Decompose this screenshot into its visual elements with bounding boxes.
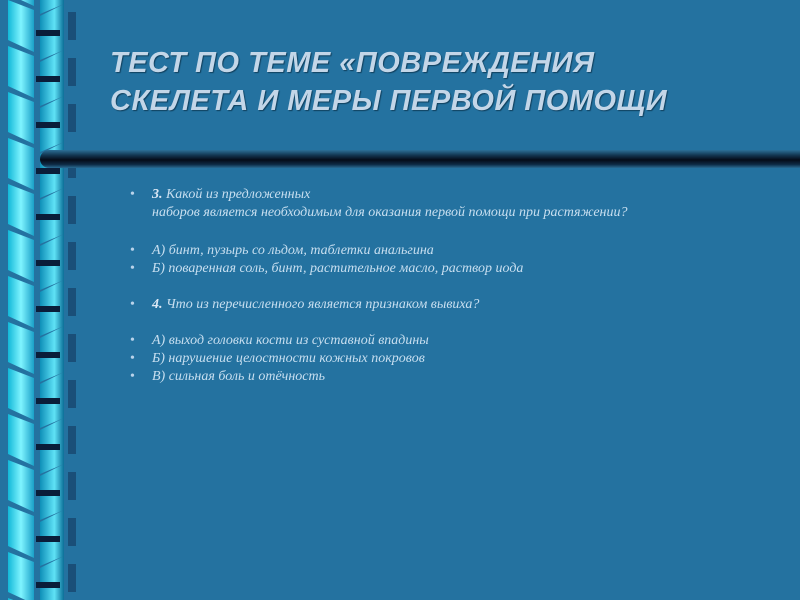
question-text-line1: Какой из предложенных [166, 187, 311, 202]
answer-text: В) сильная боль и отёчность [152, 369, 325, 384]
bullet-icon: • [130, 297, 135, 312]
answer-text: Б) нарушение целостности кожных покровов [152, 351, 425, 366]
decorative-ribbon-border [0, 0, 90, 600]
bullet-icon: • [130, 333, 135, 348]
slide-title [110, 44, 790, 120]
question-4 [130, 296, 780, 314]
question-text-line2: наборов является необходимым для оказания первой помощи при растяжении? [152, 205, 628, 220]
answer-option-c [130, 368, 780, 386]
title-divider-bar [40, 150, 800, 168]
bullet-icon: • [130, 187, 135, 202]
bullet-icon: • [130, 369, 135, 384]
question-number: 4. [152, 297, 163, 312]
answer-option-a [130, 242, 780, 260]
question-number: 3. [152, 187, 163, 202]
question-list [130, 186, 780, 386]
title-line-2: СКЕЛЕТА И МЕРЫ ПЕРВОЙ ПОМОЩИ [110, 85, 668, 117]
bullet-icon: • [130, 243, 135, 258]
bullet-icon: • [130, 351, 135, 366]
answer-option-a [130, 332, 780, 350]
answer-text: А) выход головки кости из суставной впадины [152, 333, 429, 348]
answer-option-b [130, 350, 780, 368]
title-line-1: ТЕСТ ПО ТЕМЕ «ПОВРЕЖДЕНИЯ [110, 47, 595, 79]
bullet-icon: • [130, 261, 135, 276]
question-text-line1: Что из перечисленного является признаком вывиха? [166, 297, 480, 312]
answer-option-b [130, 260, 780, 278]
answer-text: Б) поваренная соль, бинт, растительное масло, раствор иода [152, 261, 524, 276]
question-3 [130, 186, 780, 222]
answer-text: А) бинт, пузырь со льдом, таблетки анальгина [152, 243, 434, 258]
